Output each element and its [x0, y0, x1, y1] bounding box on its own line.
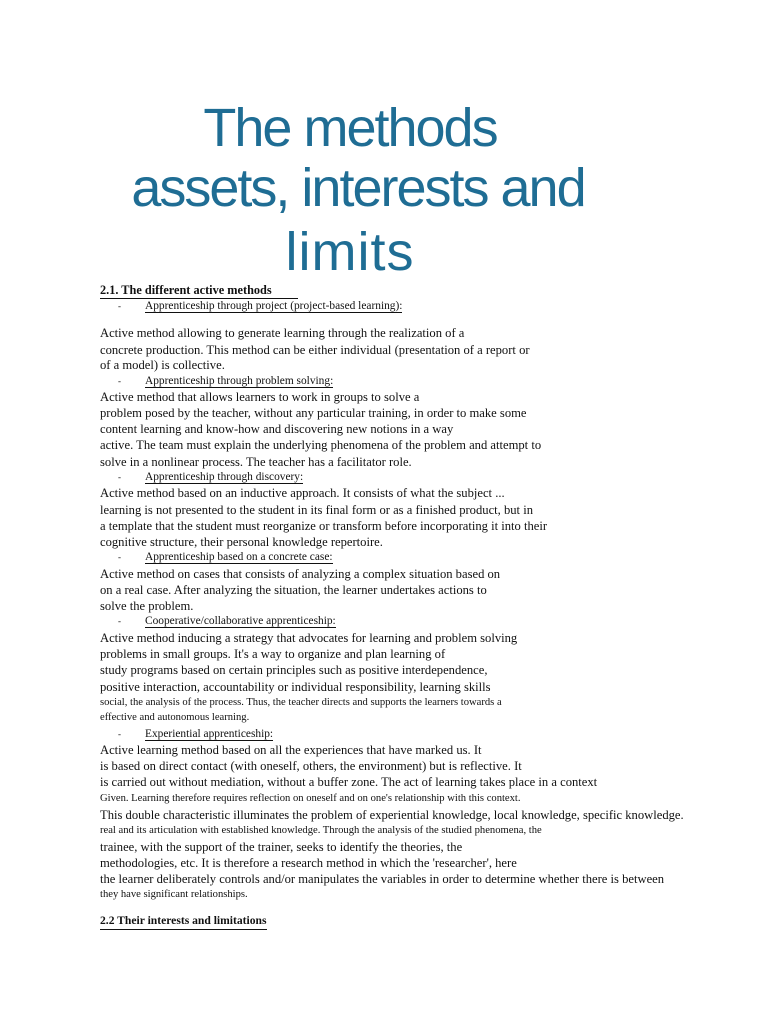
paragraph-line: trainee, with the support of the trainer, seeks to identify the theories, the: [100, 840, 463, 854]
bullet-marker: -: [118, 376, 121, 386]
bullet-cooperative: [118, 614, 336, 628]
bullet-concrete-case: [118, 550, 333, 564]
paragraph-line: problem posed by the teacher, without any particular training, in order to make some: [100, 406, 527, 420]
paragraph-line: solve the problem.: [100, 599, 194, 613]
paragraph-line: solve in a nonlinear process. The teacher has a facilitator role.: [100, 455, 412, 469]
section-heading-2-2: 2.2 Their interests and limitations: [100, 913, 267, 930]
bullet-experiential: [118, 727, 273, 741]
paragraph-line: Given. Learning therefore requires reflection on oneself and on one's relationship with this context.: [100, 793, 521, 804]
paragraph-line: a template that the student must reorganize or transform before incorporating it into their: [100, 519, 548, 533]
paragraph-line: of a model) is collective.: [100, 358, 225, 372]
bullet-marker: -: [118, 552, 121, 562]
paragraph-line: problems in small groups. It's a way to organize and plan learning of: [100, 647, 446, 661]
paragraph-line: concrete production. This method can be either individual (presentation of a report or: [100, 343, 530, 357]
bullet-label: Apprenticeship through project (project-based learning):: [145, 300, 403, 312]
paragraph-line: on a real case. After analyzing the situation, the learner undertakes actions to: [100, 583, 487, 597]
title-line-3: limits: [285, 222, 415, 282]
paragraph-line: is carried out without mediation, without a buffer zone. The act of learning takes place in a context: [100, 775, 598, 789]
paragraph-line: cognitive structure, their personal knowledge repertoire.: [100, 535, 383, 549]
paragraph-line: they have significant relationships.: [100, 889, 248, 900]
paragraph-line: content learning and know-how and discovering new notions in a way: [100, 422, 454, 436]
paragraph-line: This double characteristic illuminates the problem of experiential knowledge, local knowledge, specific knowledge.: [100, 808, 684, 822]
bullet-discovery: [118, 470, 303, 484]
paragraph-line: active. The team must explain the underlying phenomena of the problem and attempt to: [100, 438, 542, 452]
paragraph-line: Active method allowing to generate learning through the realization of a: [100, 326, 465, 340]
bullet-marker: -: [118, 616, 121, 626]
bullet-project-based: [118, 299, 402, 313]
title-line-2: assets, interests and: [131, 158, 585, 218]
paragraph-line: methodologies, etc. It is therefore a research method in which the 'researcher', here: [100, 856, 517, 870]
bullet-label: Apprenticeship based on a concrete case:: [145, 551, 333, 563]
bullet-label: Apprenticeship through discovery:: [145, 471, 304, 483]
paragraph-line: social, the analysis of the process. Thus, the teacher directs and supports the learners towards a: [100, 697, 502, 708]
paragraph-line: Active method based on an inductive approach. It consists of what the subject ...: [100, 486, 505, 500]
paragraph-line: real and its articulation with established knowledge. Through the analysis of the studied phenomena, the: [100, 825, 542, 836]
bullet-marker: -: [118, 301, 121, 311]
paragraph-line: Active method that allows learners to work in groups to solve a: [100, 390, 420, 404]
bullet-marker: -: [118, 472, 121, 482]
bullet-label: Experiential apprenticeship:: [145, 728, 274, 740]
bullet-marker: -: [118, 729, 121, 739]
bullet-problem-solving: [118, 374, 333, 388]
paragraph-line: study programs based on certain principles such as positive interdependence,: [100, 663, 488, 677]
paragraph-line: learning is not presented to the student in its final form or as a finished product, but in: [100, 503, 533, 517]
paragraph-line: the learner deliberately controls and/or manipulates the variables in order to determine whether there is between: [100, 872, 665, 886]
bullet-label: Cooperative/collaborative apprenticeship:: [145, 615, 336, 627]
title-line-1: The methods: [203, 98, 497, 158]
section-heading-2-1: 2.1. The different active methods: [100, 282, 298, 299]
bullet-label: Apprenticeship through problem solving:: [145, 375, 334, 387]
paragraph-line: is based on direct contact (with oneself, others, the environment) but is reflective. It: [100, 759, 522, 773]
paragraph-line: Active learning method based on all the experiences that have marked us. It: [100, 743, 482, 757]
paragraph-line: Active method on cases that consists of analyzing a complex situation based on: [100, 567, 501, 581]
paragraph-line: Active method inducing a strategy that advocates for learning and problem solving: [100, 631, 518, 645]
paragraph-line: effective and autonomous learning.: [100, 712, 250, 723]
paragraph-line: positive interaction, accountability or individual responsibility, learning skills: [100, 680, 491, 694]
